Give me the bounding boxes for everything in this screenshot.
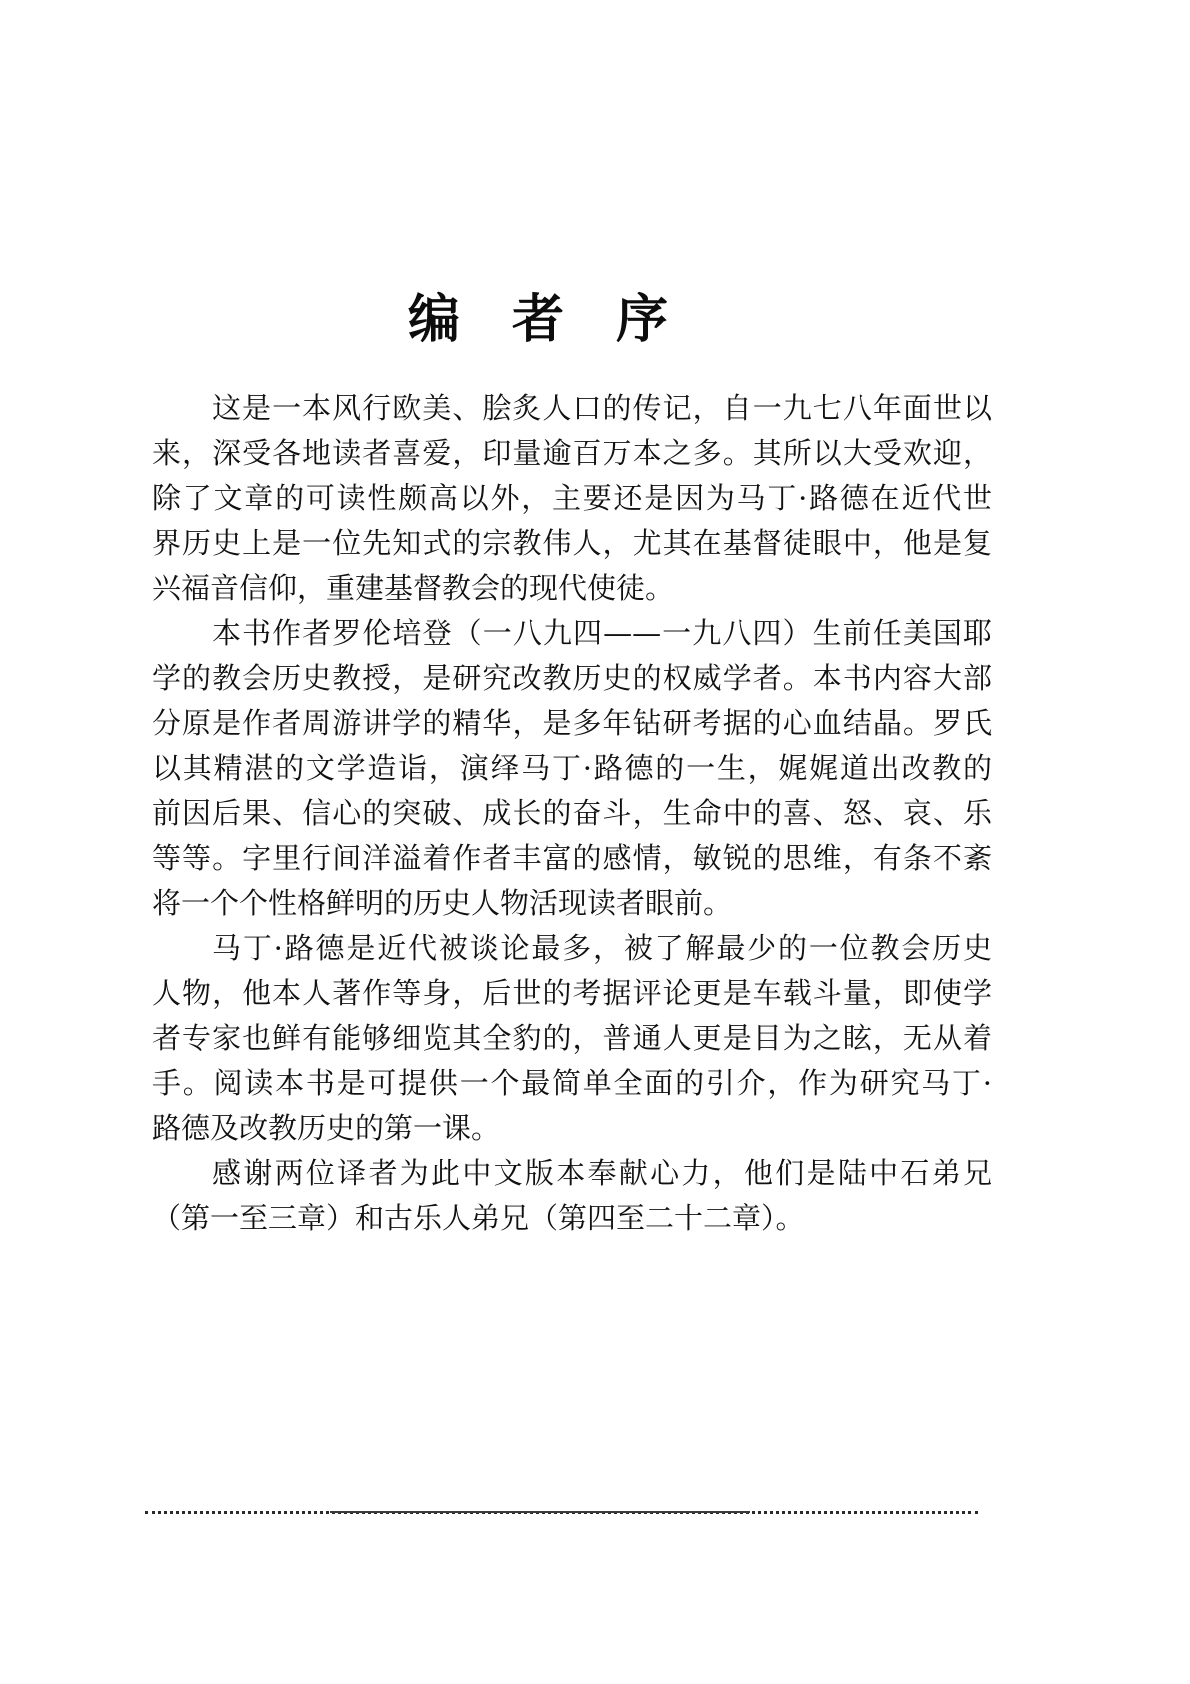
preface-body: [152, 386, 992, 1241]
text-line: 界历史上是一位先知式的宗教伟人，尤其在基督徒眼中，他是复: [152, 526, 992, 560]
text-line: 以其精湛的文学造诣，演绎马丁·路德的一生，娓娓道出改教的: [152, 751, 992, 785]
text-line: 本书作者罗伦培登（一八九四——一九八四）生前任美国耶: [212, 616, 992, 650]
page-title: 编者序: [408, 289, 721, 350]
text-line: 人物，他本人著作等身，后世的考据评论更是车载斗量，即使学: [152, 976, 992, 1010]
text-line: 路德及改教历史的第一课。: [152, 1111, 501, 1145]
bottom-rule-segment: [330, 1511, 750, 1513]
text-line: （第一至三章）和古乐人弟兄（第四至二十二章）。: [152, 1201, 805, 1235]
text-line: 兴福音信仰，重建基督教会的现代使徒。: [152, 571, 675, 605]
text-line: 者专家也鲜有能够细览其全豹的，普通人更是目为之眩，无从着: [152, 1021, 992, 1055]
text-line: 除了文章的可读性颇高以外，主要还是因为马丁·路德在近代世: [152, 481, 992, 515]
text-line: 等等。字里行间洋溢着作者丰富的感情，敏锐的思维，有条不紊: [152, 841, 992, 875]
text-line: 这是一本风行欧美、脍炙人口的传记，自一九七八年面世以: [212, 391, 992, 425]
text-line: 前因后果、信心的突破、成长的奋斗，生命中的喜、怒、哀、乐: [152, 796, 992, 830]
text-line: 手。阅读本书是可提供一个最简单全面的引介，作为研究马丁·: [152, 1066, 992, 1100]
text-line: 马丁·路德是近代被谈论最多，被了解最少的一位教会历史: [212, 931, 992, 965]
text-line: 将一个个性格鲜明的历史人物活现读者眼前。: [152, 886, 733, 920]
paragraph: [152, 386, 992, 611]
text-line: 感谢两位译者为此中文版本奉献心力，他们是陆中石弟兄: [212, 1156, 992, 1190]
paragraph: [152, 611, 992, 926]
paragraph: [152, 1151, 992, 1241]
text-line: 分原是作者周游讲学的精华，是多年钻研考据的心血结晶。罗氏: [152, 706, 992, 740]
text-line: 学的教会历史教授，是研究改教历史的权威学者。本书内容大部: [152, 661, 992, 695]
paragraph: [152, 926, 992, 1151]
text-line: 来，深受各地读者喜爱，印量逾百万本之多。其所以大受欢迎，: [152, 436, 992, 470]
